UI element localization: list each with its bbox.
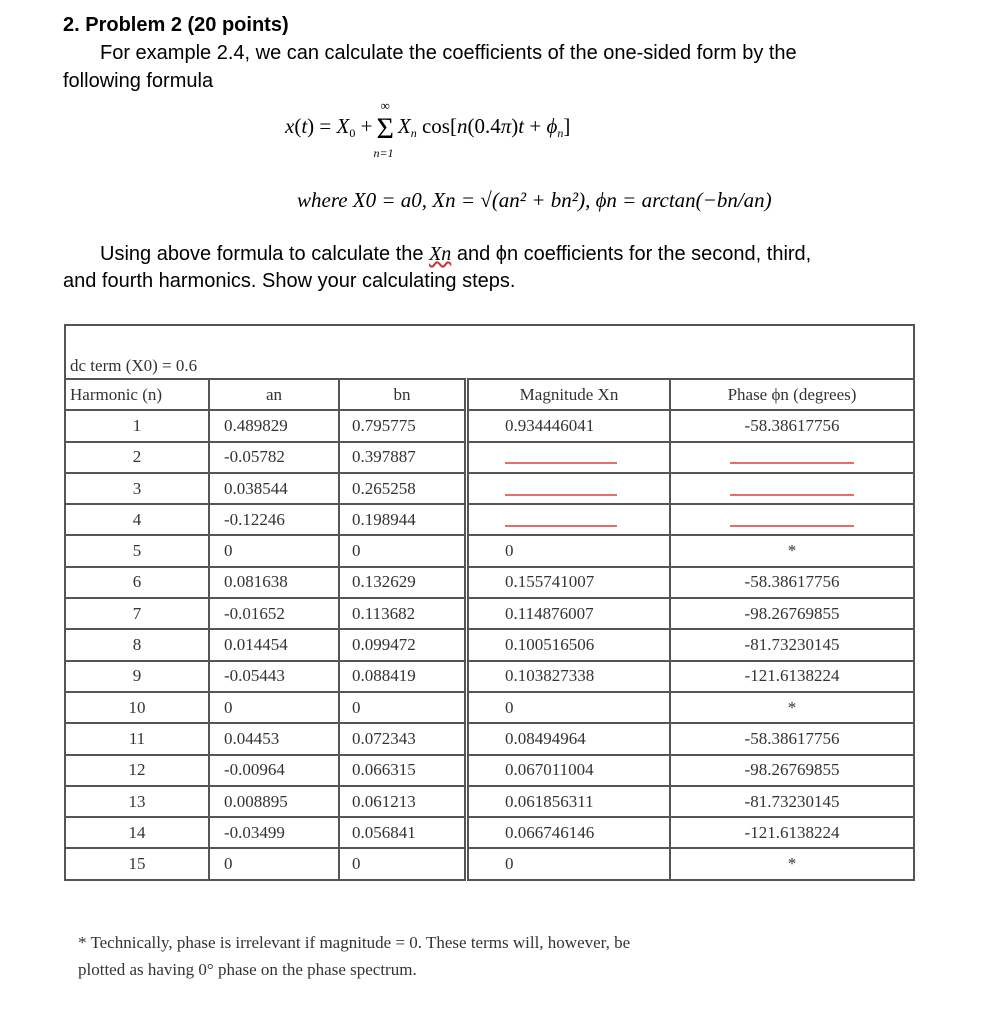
an-cell: 0 — [209, 692, 339, 723]
xn-symbol: Xn — [429, 243, 452, 265]
answer-blank[interactable] — [505, 461, 617, 464]
answer-blank[interactable] — [730, 493, 854, 496]
coefficient-definitions-equation: where X0 = a0, Xn = √(an² + bn²), ϕn = arctan(−bn/an) — [297, 188, 772, 212]
task-text: Using above formula to calculate the — [100, 243, 430, 265]
dc-term: dc term (X0) = 0.6 — [65, 325, 914, 379]
harmonic-cell: 12 — [65, 755, 209, 786]
header-phase: Phase ϕn (degrees) — [670, 379, 914, 410]
phase-cell: -121.6138224 — [670, 661, 914, 692]
table-row — [65, 786, 914, 817]
magnitude-cell: 0.155741007 — [467, 567, 671, 598]
bn-cell: 0.265258 — [339, 473, 467, 504]
bn-cell: 0.088419 — [339, 661, 467, 692]
magnitude-cell: 0.061856311 — [467, 786, 671, 817]
phase-cell: -58.38617756 — [670, 723, 914, 754]
phase-cell: -121.6138224 — [670, 817, 914, 848]
task-line-1 — [100, 243, 811, 266]
harmonic-cell: 6 — [65, 567, 209, 598]
table-row — [65, 504, 914, 535]
magnitude-cell: 0 — [467, 535, 671, 566]
magnitude-cell: 0.100516506 — [467, 629, 671, 660]
bn-cell: 0.061213 — [339, 786, 467, 817]
bn-cell: 0 — [339, 848, 467, 879]
bn-cell: 0.072343 — [339, 723, 467, 754]
harmonic-cell: 4 — [65, 504, 209, 535]
harmonic-cell: 14 — [65, 817, 209, 848]
table-row — [65, 629, 914, 660]
bn-cell: 0.056841 — [339, 817, 467, 848]
phase-cell: -58.38617756 — [670, 410, 914, 441]
magnitude-cell: 0.08494964 — [467, 723, 671, 754]
phase-cell: -81.73230145 — [670, 786, 914, 817]
an-cell: -0.01652 — [209, 598, 339, 629]
magnitude-cell: 0 — [467, 692, 671, 723]
an-cell: 0 — [209, 535, 339, 566]
phase-cell: -81.73230145 — [670, 629, 914, 660]
an-cell: 0.489829 — [209, 410, 339, 441]
harmonic-cell: 11 — [65, 723, 209, 754]
magnitude-cell[interactable] — [467, 442, 671, 473]
phase-cell: -98.26769855 — [670, 598, 914, 629]
phase-cell[interactable] — [670, 473, 914, 504]
an-cell: 0.014454 — [209, 629, 339, 660]
table-row — [65, 442, 914, 473]
an-cell: -0.00964 — [209, 755, 339, 786]
bn-cell: 0.066315 — [339, 755, 467, 786]
table-row — [65, 692, 914, 723]
table-row — [65, 848, 914, 879]
harmonic-cell: 13 — [65, 786, 209, 817]
harmonic-cell: 8 — [65, 629, 209, 660]
bn-cell: 0.198944 — [339, 504, 467, 535]
footnote-line-1: * Technically, phase is irrelevant if magnitude = 0. These terms will, however, be — [78, 933, 631, 952]
an-cell: 0 — [209, 848, 339, 879]
table-row — [65, 661, 914, 692]
answer-blank[interactable] — [505, 493, 617, 496]
answer-blank[interactable] — [505, 524, 617, 527]
magnitude-cell: 0.934446041 — [467, 410, 671, 441]
an-cell: 0.008895 — [209, 786, 339, 817]
magnitude-cell: 0 — [467, 848, 671, 879]
harmonic-cell: 10 — [65, 692, 209, 723]
task-text: and ϕn coefficients for the second, third, — [451, 243, 812, 265]
phase-cell[interactable] — [670, 504, 914, 535]
answer-blank[interactable] — [730, 524, 854, 527]
intro-line-2: following formula — [63, 70, 214, 92]
an-cell: -0.12246 — [209, 504, 339, 535]
an-cell: -0.03499 — [209, 817, 339, 848]
phase-cell: * — [670, 535, 914, 566]
footnote-line-2: plotted as having 0° phase on the phase spectrum. — [78, 960, 417, 979]
intro-line-1: For example 2.4, we can calculate the coefficients of the one-sided form by the — [100, 42, 797, 64]
table-row — [65, 817, 914, 848]
phase-cell: -58.38617756 — [670, 567, 914, 598]
header-an: an — [209, 379, 339, 410]
an-cell: 0.038544 — [209, 473, 339, 504]
table-header-row — [65, 379, 914, 410]
table-row — [65, 410, 914, 441]
magnitude-cell[interactable] — [467, 473, 671, 504]
harmonic-cell: 9 — [65, 661, 209, 692]
table-row — [65, 755, 914, 786]
an-cell: 0.04453 — [209, 723, 339, 754]
harmonic-cell: 2 — [65, 442, 209, 473]
bn-cell: 0.795775 — [339, 410, 467, 441]
phase-cell: * — [670, 692, 914, 723]
magnitude-cell: 0.114876007 — [467, 598, 671, 629]
bn-cell: 0.132629 — [339, 567, 467, 598]
magnitude-cell: 0.067011004 — [467, 755, 671, 786]
table-row — [65, 598, 914, 629]
harmonic-cell: 5 — [65, 535, 209, 566]
bn-cell: 0.397887 — [339, 442, 467, 473]
table-row — [65, 723, 914, 754]
bn-cell: 0.099472 — [339, 629, 467, 660]
magnitude-cell: 0.103827338 — [467, 661, 671, 692]
phase-cell: * — [670, 848, 914, 879]
table-row — [65, 567, 914, 598]
magnitude-cell[interactable] — [467, 504, 671, 535]
fourier-series-equation: $x(t) = X_0 + \Sigma$ ∞ n=1 $X_n$ $\cos[n(0.4\pi)t + \phi_n]$ — [285, 98, 571, 160]
header-harmonic: Harmonic (n) — [65, 379, 209, 410]
problem-title: 2. Problem 2 (20 points) — [63, 14, 289, 36]
an-cell: -0.05782 — [209, 442, 339, 473]
bn-cell: 0 — [339, 692, 467, 723]
an-cell: 0.081638 — [209, 567, 339, 598]
harmonic-cell: 7 — [65, 598, 209, 629]
an-cell: -0.05443 — [209, 661, 339, 692]
bn-cell: 0.113682 — [339, 598, 467, 629]
harmonics-table — [64, 324, 915, 881]
harmonic-cell: 3 — [65, 473, 209, 504]
answer-blank[interactable] — [730, 461, 854, 464]
table-row — [65, 535, 914, 566]
magnitude-cell: 0.066746146 — [467, 817, 671, 848]
task-line-2: and fourth harmonics. Show your calculating steps. — [63, 270, 516, 292]
header-bn: bn — [339, 379, 467, 410]
harmonic-cell: 15 — [65, 848, 209, 879]
harmonic-cell: 1 — [65, 410, 209, 441]
header-magnitude: Magnitude Xn — [467, 379, 671, 410]
phase-cell: -98.26769855 — [670, 755, 914, 786]
bn-cell: 0 — [339, 535, 467, 566]
table-row — [65, 473, 914, 504]
phase-cell[interactable] — [670, 442, 914, 473]
